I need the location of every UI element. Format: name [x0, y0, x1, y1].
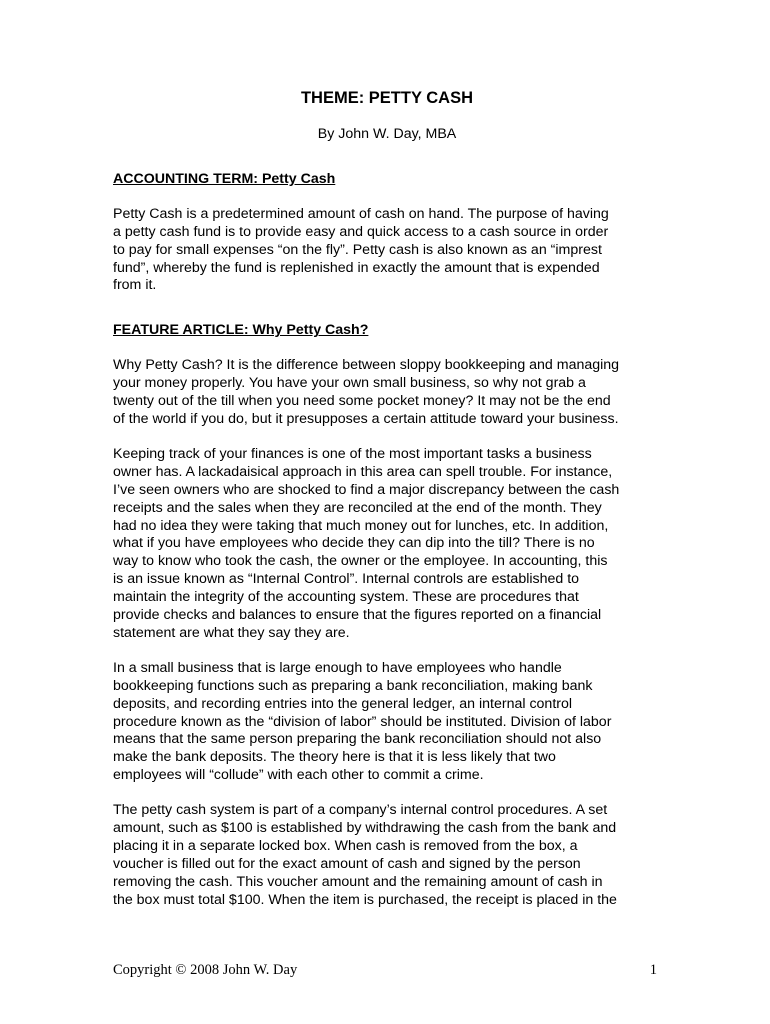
- paragraph: Why Petty Cash? It is the difference between sloppy bookkeeping and managing your money properly. You have your own small business, so why not grab a twenty out of the till when you need some pocket money? It may not be the end of the world if you do, but it presupposes a certain attitude toward your business.: [113, 357, 620, 427]
- page-footer: [113, 961, 657, 979]
- document-title: THEME: PETTY CASH: [300, 89, 474, 107]
- paragraph: In a small business that is large enough to have employees who handle bookkeeping functions such as preparing a bank reconciliation, making bank deposits, and recording entries into the general ledger, an internal control procedure known as the “division of labor” should be instituted. Division of labor means that the same person preparing the bank reconciliation should not also make the bank deposits. The theory here is that it is less likely that two employees will “collude” with each other to commit a crime.: [113, 659, 612, 784]
- page-content: [113, 88, 661, 910]
- copyright-notice: Copyright © 2008 John W. Day: [113, 962, 298, 978]
- page-number: 1: [649, 962, 657, 978]
- paragraph: The petty cash system is part of a company’s internal control procedures. A set amount, such as $100 is established by withdrawing the cash from the bank and placing it in a separate locked box. When cash is removed from the box, a voucher is filled out for the exact amount of cash and signed by the person removing the cash. This voucher amount and the remaining amount of cash in the box must total $100. When the item is purchased, the receipt is placed in the: [113, 802, 617, 908]
- section-heading-accounting-term: ACCOUNTING TERM: Petty Cash: [113, 170, 336, 187]
- section-heading-feature-article: FEATURE ARTICLE: Why Petty Cash?: [113, 322, 369, 339]
- paragraph: Petty Cash is a predetermined amount of cash on hand. The purpose of having a petty cash fund is to provide easy and quick access to a cash source in order to pay for small expenses “on the fly”. Petty cash is also known as an “imprest fund”, whereby the fund is replenished in exactly the amount that is expended from it.: [113, 205, 609, 294]
- paragraph: Keeping track of your finances is one of the most important tasks a business owner has. A lackadaisical approach in this area can spell trouble. For instance, I’ve seen owners who are shocked to find a major discrepancy between the cash receipts and the sales when they are reconciled at the end of the month. They had no idea they were taking that much money out for lunches, etc. In addition, what if you have employees who decide they can dip into the till? There is no way to know who took the cash, the owner or the employee. In accounting, this is an issue known as “Internal Control”. Internal controls are established to maintain the integrity of the accounting system. These are procedures that provide checks and balances to ensure that the figures reported on a financial statement are what they say they are.: [113, 445, 620, 641]
- author-byline: By John W. Day, MBA: [317, 126, 457, 142]
